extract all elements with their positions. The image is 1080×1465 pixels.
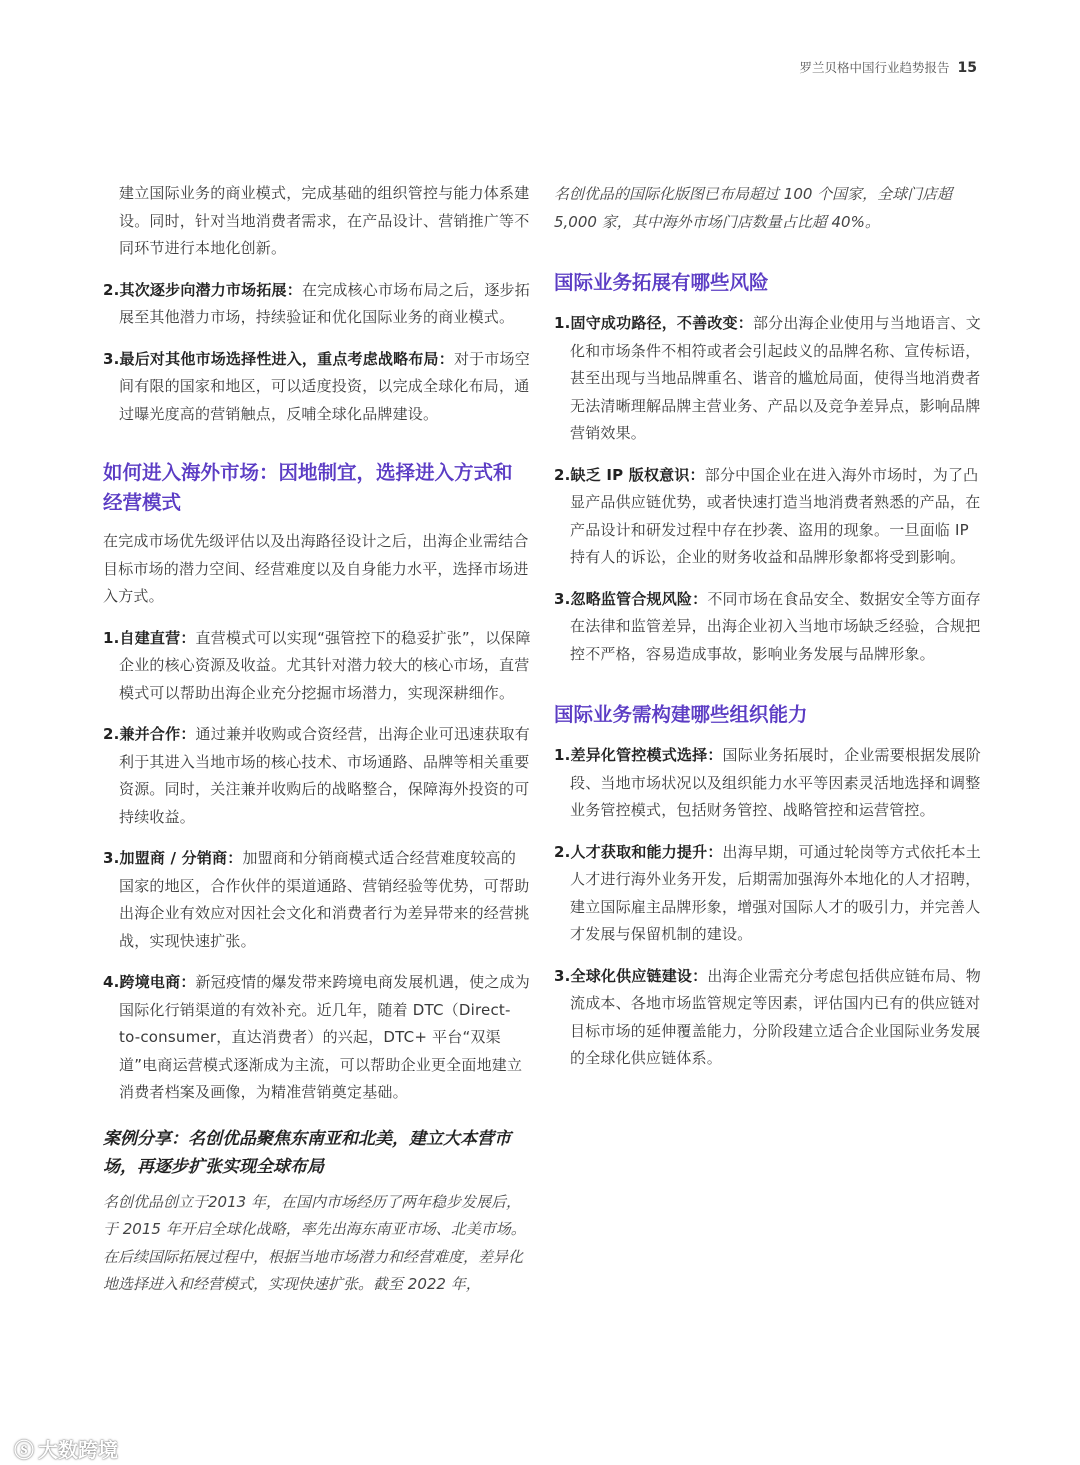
section-heading-risks: 国际业务拓展有哪些风险 — [554, 271, 769, 294]
item-title: 2.人才获取和能力提升： — [554, 842, 723, 861]
item-text: 出海早期，可通过轮岗等方式依托本土人才进行海外业务开发，后期需加强海外本地化的人才招聘，建立国际雇主品牌形象，增强对国际人才的吸引力，并完善人才发展与保留机制的建设。 — [570, 842, 981, 943]
list-item — [103, 969, 531, 1107]
step1-continuation: 建立国际业务的商业模式，完成基础的组织管控与能力体系建设。同时，针对当地消费者需求，在产品设计、营销推广等不同环节进行本地化创新。 — [119, 184, 530, 257]
item-title: 2.缺乏 IP 版权意识： — [554, 465, 705, 484]
section-heading-org-capabilities: 国际业务需构建哪些组织能力 — [554, 703, 808, 726]
item-text: 在完成核心市场布局之后，逐步拓展至其他潜力市场，持续验证和优化国际业务的商业模式。 — [119, 280, 530, 326]
item-title: 1.固守成功路径，不善改变： — [554, 314, 753, 332]
item-title: 2.兼并合作： — [103, 725, 196, 743]
list-item — [103, 277, 531, 332]
item-text: 出海企业需充分考虑包括供应链布局、物流成本、各地市场监管规定等因素，评估国内已有的供应链对目标市场的延伸覆盖能力，分阶段建立适合企业国际业务发展的全球化供应链体系。 — [570, 966, 981, 1067]
item-title: 4.跨境电商： — [103, 973, 196, 991]
list-item — [103, 721, 531, 831]
page-number: 15 — [957, 60, 977, 76]
item-title: 3.最后对其他市场选择性进入，重点考虑战略布局： — [103, 349, 454, 368]
case-study-title: 案例分享：名创优品聚焦东南亚和北美，建立大本营市场，再逐步扩张实现全球布局 — [103, 1128, 511, 1177]
running-header — [800, 58, 978, 76]
list-item — [554, 963, 982, 1073]
item-text: 新冠疫情的爆发带来跨境电商发展机遇，使之成为国际化行销渠道的有效补充。近几年，随着 DTC（Direct-to-consumer，直达消费者）的兴起，DTC+ 平台“双渠道”电商运营模式逐渐成为主流，可以帮助企业更全面地建立消费者档案及画像，为精准营销奠定基础。 — [119, 973, 530, 1101]
item-title: 1.差异化管控模式选择： — [554, 746, 723, 764]
item-title: 1.自建直营： — [103, 628, 196, 647]
report-title: 罗兰贝格中国行业趋势报告 — [799, 60, 950, 75]
list-item — [554, 839, 982, 949]
item-text: 直营模式可以实现“强管控下的稳妥扩张”，以保障企业的核心资源及收益。尤其针对潜力较大的核心市场，直营模式可以帮助出海企业充分挖掘市场潜力，实现深耕细作。 — [119, 628, 531, 702]
list-item — [103, 845, 531, 955]
item-text: 国际业务拓展时，企业需要根据发展阶段、当地市场状况以及组织能力水平等因素灵活地选择和调整业务管控模式，包括财务管控、战略管控和运营管控。 — [570, 746, 981, 819]
item-title: 3.忽略监管合规风险： — [554, 589, 708, 608]
right-column — [554, 181, 982, 1073]
watermark-text: 大数跨境 — [38, 1438, 118, 1462]
list-item — [554, 586, 982, 669]
item-text: 通过兼并收购或合资经营，出海企业可迅速获取有利于其进入当地市场的核心技术、市场通路、品牌等相关重要资源。同时，关注兼并收购后的战略整合，保障海外投资的可持续收益。 — [119, 725, 530, 826]
watermark — [14, 1434, 118, 1463]
list-item — [103, 346, 531, 429]
item-title: 3.全球化供应链建设： — [554, 966, 708, 985]
item-title: 2.其次逐步向潜力市场拓展： — [103, 280, 302, 299]
item-text: 加盟商和分销商模式适合经营难度较高的国家的地区，合作伙伴的渠道通路、营销经验等优势，可帮助出海企业有效应对因社会文化和消费者行为差异带来的经营挑战，实现快速扩张。 — [119, 849, 530, 950]
left-column — [103, 180, 531, 1299]
list-item — [554, 310, 982, 448]
section-heading-market-entry: 如何进入海外市场：因地制宜，选择进入方式和经营模式 — [103, 461, 513, 514]
item-title: 3.加盟商 / 分销商： — [103, 849, 243, 867]
list-item — [554, 462, 982, 572]
item-text: 部分中国企业在进入海外市场时，为了凸显产品供应链优势，或者快速打造当地消费者熟悉的产品，在产品设计和研发过程中存在抄袭、盗用的现象。一旦面临 IP 持有人的诉讼，企业的财务收益和品牌形象都将受到影响。 — [570, 465, 981, 566]
item-text: 部分出海企业使用与当地语言、文化和市场条件不相符或者会引起歧义的品牌名称、宣传标语，甚至出现与当地品牌重名、谐音的尴尬局面，使得当地消费者无法清晰理解品牌主营业务、产品以及竞争差异点，影响品牌营销效果。 — [570, 314, 981, 442]
list-item — [554, 742, 982, 825]
item-text: 对于市场空间有限的国家和地区，可以适度投资，以完成全球化布局，通过曝光度高的营销触点，反哺全球化品牌建设。 — [119, 349, 530, 423]
list-item — [103, 625, 531, 708]
case-study-continuation: 名创优品的国际化版图已布局超过 100 个国家，全球门店超 5,000 家，其中海外市场门店数量占比超 40%。 — [554, 185, 953, 231]
watermark-logo-icon: ⓢ — [14, 1438, 34, 1462]
item-text: 不同市场在食品安全、数据安全等方面存在法律和监管差异，出海企业初入当地市场缺乏经验，合规把控不严格，容易造成事故，影响业务发展与品牌形象。 — [570, 589, 981, 663]
case-study-body: 名创优品创立于2013 年，在国内市场经历了两年稳步发展后，于 2015 年开启全球化战略，率先出海东南亚市场、北美市场。在后续国际拓展过程中，根据当地市场潜力和经营难度，差异化地选择进入和经营模式，实现快速扩张。截至 2022 年， — [103, 1192, 526, 1293]
section-intro: 在完成市场优先级评估以及出海路径设计之后，出海企业需结合目标市场的潜力空间、经营难度以及自身能力水平，选择市场进入方式。 — [103, 532, 529, 605]
